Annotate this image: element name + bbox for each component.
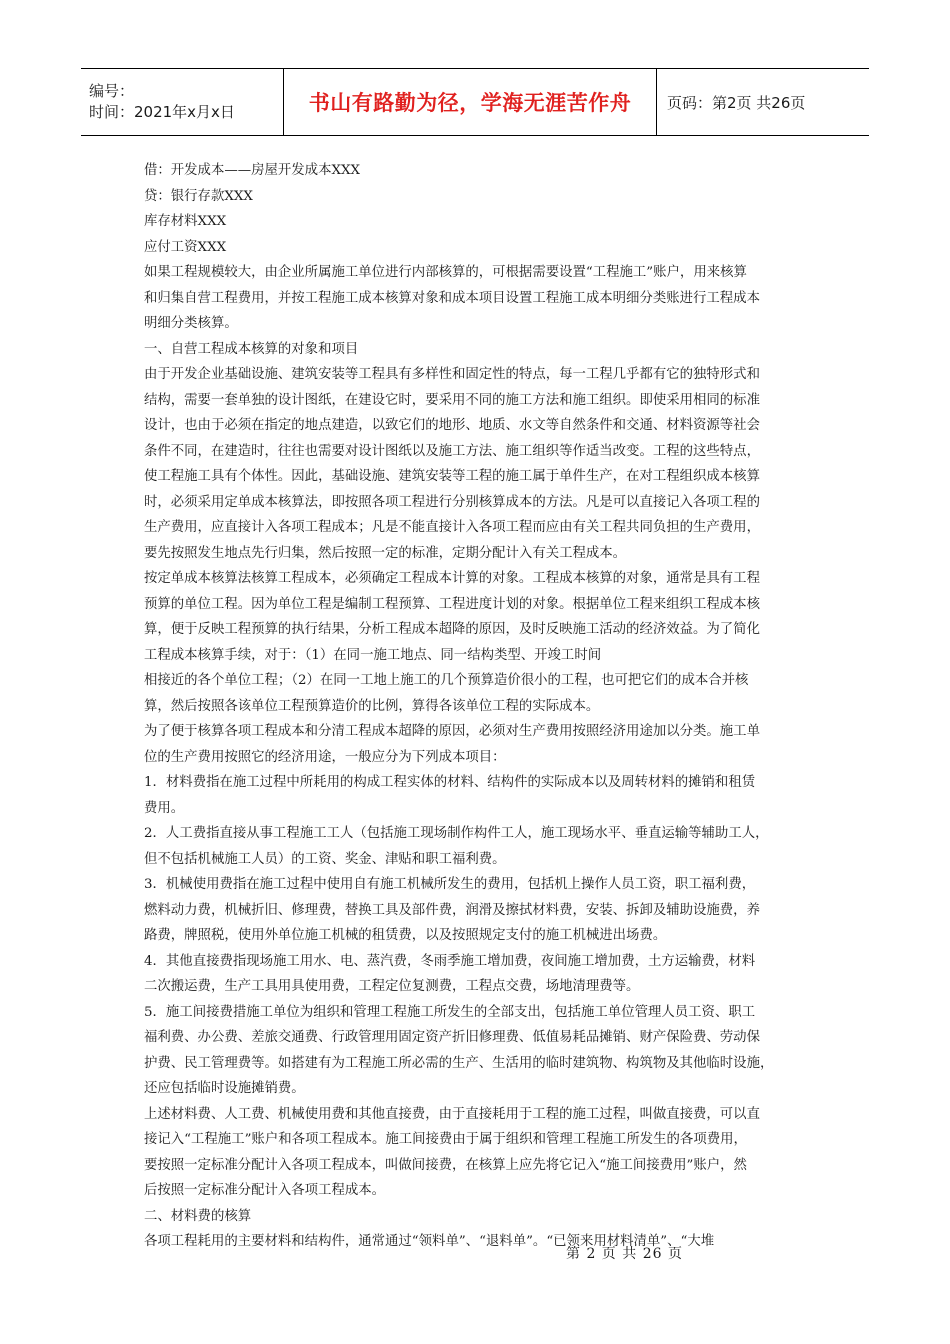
body-line: 为了便于核算各项工程成本和分清工程成本超降的原因，必须对生产费用按照经济用途加以分类。施工单 <box>144 724 760 739</box>
body-line: 1．材料费指在施工过程中所耗用的构成工程实体的材料、结构件的实际成本以及周转材料的摊销和租赁 <box>144 775 756 790</box>
body-line: 二次搬运费，生产工具用具使用费，工程定位复测费，工程点交费，场地清理费等。 <box>144 979 640 994</box>
header-motto-cell <box>283 69 657 135</box>
body-line: 但不包括机械施工人员）的工资、奖金、津贴和职工福利费。 <box>144 851 506 867</box>
body-line: 如果工程规模较大，由企业所属施工单位进行内部核算的，可根据需要设置“工程施工”账户，用来核算 <box>144 265 747 280</box>
body-line: 费用。 <box>144 800 185 816</box>
body-line: 一、自营工程成本核算的对象和项目 <box>144 341 359 357</box>
document-body <box>144 158 812 1255</box>
body-line: 相接近的各个单位工程；（2）在同一工地上施工的几个预算造价很小的工程，也可把它们的成本合并核 <box>144 673 749 688</box>
body-line: 2．人工费指直接从事工程施工工人（包括施工现场制作构件工人，施工现场水平、垂直运输等辅助工人， <box>144 826 769 841</box>
body-line: 借：开发成本——房屋开发成本XXX <box>144 163 361 178</box>
body-line: 接记入“工程施工”账户和各项工程成本。施工间接费由于属于组织和管理工程施工所发生的各项费用， <box>144 1132 747 1147</box>
body-line: 3．机械使用费指在施工过程中使用自有施工机械所发生的费用，包括机上操作人员工资，职工福利费， <box>144 877 756 892</box>
body-line: 后按照一定标准分配计入各项工程成本。 <box>144 1183 386 1198</box>
body-line: 由于开发企业基础设施、建筑安装等工程具有多样性和固定性的特点，每一工程几乎都有它的独特形式和 <box>144 367 760 382</box>
body-line: 生产费用，应直接计入各项工程成本；凡是不能直接计入各项工程而应由有关工程共同负担的生产费用， <box>144 520 760 535</box>
body-line: 使工程施工具有个体性。因此，基础设施、建筑安装等工程的施工属于单件生产，在对工程组织成本核算 <box>144 469 760 484</box>
body-line: 护费、民工管理费等。如搭建有为工程施工所必需的生产、生活用的临时建筑物、构筑物及其他临时设施， <box>144 1055 774 1071</box>
body-line: 二、材料费的核算 <box>144 1208 252 1224</box>
document-date: 时间：2021年x月x日 <box>89 103 235 121</box>
body-line: 条件不同，在建造时，往往也需要对设计图纸以及施工方法、施工组织等作适当改变。工程的这些特点， <box>144 443 760 459</box>
body-line: 要按照一定标准分配计入各项工程成本，叫做间接费，在核算上应先将它记入“施工间接费用”账户，然 <box>144 1157 747 1173</box>
body-line: 明细分类核算。 <box>144 316 238 331</box>
body-line: 上述材料费、人工费、机械使用费和其他直接费，由于直接耗用于工程的施工过程，叫做直接费，可以直 <box>144 1106 760 1122</box>
body-line: 4．其他直接费指现场施工用水、电、蒸汽费，冬雨季施工增加费，夜间施工增加费，土方运输费，材料 <box>144 953 756 969</box>
page-footer: 第 2 页 共 26 页 <box>566 1246 683 1262</box>
header-page-info <box>657 69 869 135</box>
body-line: 预算的单位工程。因为单位工程是编制工程预算、工程进度计划的对象。根据单位工程来组织工程成本核 <box>144 596 760 612</box>
body-line: 应付工资XXX <box>144 239 227 255</box>
body-line: 结构，需要一套单独的设计图纸，在建设它时，要采用不同的施工方法和施工组织。即使采用相同的标准 <box>144 392 760 408</box>
body-line: 库存材料XXX <box>144 214 227 229</box>
body-line: 要先按照发生地点先行归集，然后按照一定的标准，定期分配计入有关工程成本。 <box>144 545 627 561</box>
header-meta <box>81 69 283 135</box>
body-line: 时，必须采用定单成本核算法，即按照各项工程进行分别核算成本的方法。凡是可以直接记入各项工程的 <box>144 494 760 510</box>
body-line: 按定单成本核算法核算工程成本，必须确定工程成本计算的对象。工程成本核算的对象，通常是具有工程 <box>144 571 760 586</box>
body-line: 算，便于反映工程预算的执行结果，分析工程成本超降的原因，及时反映施工活动的经济效益。为了简化 <box>144 622 760 637</box>
body-line: 位的生产费用按照它的经济用途，一般应分为下列成本项目： <box>144 749 506 765</box>
body-line: 福利费、办公费、差旅交通费、行政管理用固定资产折旧修理费、低值易耗品摊销、财产保险费、劳动保 <box>144 1030 760 1045</box>
body-line: 燃料动力费，机械折旧、修理费，替换工具及部件费，润滑及擦拭材料费，安装、拆卸及辅助设施费，养 <box>144 902 760 918</box>
header-motto: 书山有路勤为径，学海无涯苦作舟 <box>308 91 632 115</box>
page-header <box>81 68 869 136</box>
body-line: 工程成本核算手续，对于：（1）在同一施工地点、同一结构类型、开竣工时间 <box>144 647 602 663</box>
body-line: 和归集自营工程费用，并按工程施工成本核算对象和成本项目设置工程施工成本明细分类账进行工程成本 <box>144 290 760 306</box>
body-line: 路费，牌照税，使用外单位施工机械的租赁费，以及按照规定支付的施工机械进出场费。 <box>144 928 667 943</box>
body-line: 还应包括临时设施摊销费。 <box>144 1081 305 1096</box>
body-line: 贷：银行存款XXX <box>144 188 253 204</box>
body-line: 各项工程耗用的主要材料和结构件，通常通过“领料单”、“退料单”。“已领来用材料清单”、“大堆 <box>144 1234 715 1249</box>
body-line: 算，然后按照各该单位工程预算造价的比例，算得各该单位工程的实际成本。 <box>144 698 600 714</box>
body-line: 5．施工间接费措施工单位为组织和管理工程施工所发生的全部支出，包括施工单位管理人员工资、职工 <box>144 1004 756 1020</box>
document-number: 编号： <box>89 82 135 100</box>
page-info-text: 页码：第2页 共26页 <box>667 93 806 112</box>
body-line: 设计，也由于必须在指定的地点建造，以致它们的地形、地质、水文等自然条件和交通、材料资源等社会 <box>144 418 760 433</box>
